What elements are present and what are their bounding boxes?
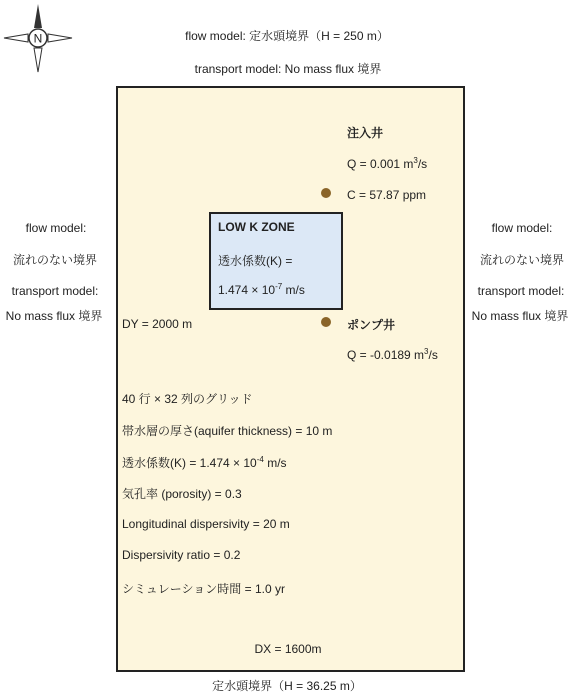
- pump-well-title: ポンプ井: [347, 318, 396, 332]
- param-k: [122, 454, 287, 471]
- pump-well-marker: [321, 317, 331, 327]
- pump-well-q-prefix: Q = -0.0189 m: [347, 348, 425, 362]
- param-porosity: 気孔率 (porosity) = 0.3: [122, 487, 242, 501]
- low-k-zone-title: LOW K ZONE: [218, 220, 295, 234]
- low-k-zone-k-label: 透水係数(K) =: [218, 254, 293, 268]
- dx-label: DX = 1600m: [254, 642, 322, 656]
- dy-label: DY = 2000 m: [122, 317, 193, 331]
- injection-well-title: 注入井: [347, 126, 384, 140]
- compass-rose-icon: [2, 2, 74, 74]
- right-flow-value: 流れのない境界: [479, 253, 565, 267]
- param-k-prefix: 透水係数(K) = 1.474 × 10: [122, 456, 257, 470]
- right-transport-label: transport model:: [477, 284, 565, 298]
- pump-well-q: [347, 348, 438, 362]
- compass-south-arrow: [34, 48, 42, 72]
- param-dispersivity-ratio: Dispersivity ratio = 0.2: [122, 548, 241, 562]
- left-transport-label: transport model:: [11, 284, 99, 298]
- top-transport-label: transport model: No mass flux 境界: [194, 62, 382, 76]
- right-transport-value: No mass flux 境界: [471, 309, 569, 323]
- compass-west-arrow: [4, 34, 28, 42]
- low-k-zone-k-suffix: m/s: [282, 283, 305, 297]
- param-k-exp: -4: [256, 455, 264, 464]
- left-flow-label: flow model:: [25, 221, 87, 235]
- param-grid: 40 行 × 32 列のグリッド: [122, 392, 253, 406]
- param-simulation-time: シミュレーション時間 = 1.0 yr: [122, 582, 285, 596]
- left-flow-value: 流れのない境界: [12, 253, 98, 267]
- pump-well-q-exp: 3: [424, 347, 429, 356]
- injection-well-q-exp: 3: [413, 156, 418, 165]
- injection-well-q-suffix: /s: [417, 157, 428, 171]
- param-thickness: 帯水層の厚さ(aquifer thickness) = 10 m: [122, 424, 333, 438]
- low-k-zone-k-prefix: 1.474 × 10: [218, 283, 276, 297]
- low-k-zone-k-value: [218, 283, 305, 297]
- pump-well-q-suffix: /s: [428, 348, 438, 362]
- injection-well-q-prefix: Q = 0.001 m: [347, 157, 414, 171]
- compass-east-arrow: [48, 34, 72, 42]
- param-k-suffix: m/s: [263, 456, 287, 470]
- left-transport-value: No mass flux 境界: [5, 309, 103, 323]
- compass-north-letter: N: [33, 31, 43, 46]
- low-k-zone-k-exp: -7: [275, 282, 283, 291]
- bottom-boundary-label: 定水頭境界（H = 36.25 m）: [212, 679, 362, 693]
- right-flow-label: flow model:: [491, 221, 553, 235]
- injection-well-c: C = 57.87 ppm: [347, 188, 427, 202]
- injection-well-q: [347, 157, 427, 171]
- param-longitudinal-dispersivity: Longitudinal dispersivity = 20 m: [122, 517, 290, 531]
- compass-north-arrow: [34, 4, 42, 28]
- injection-well-marker: [321, 188, 331, 198]
- top-flow-label: flow model: 定水頭境界（H = 250 m）: [185, 29, 389, 43]
